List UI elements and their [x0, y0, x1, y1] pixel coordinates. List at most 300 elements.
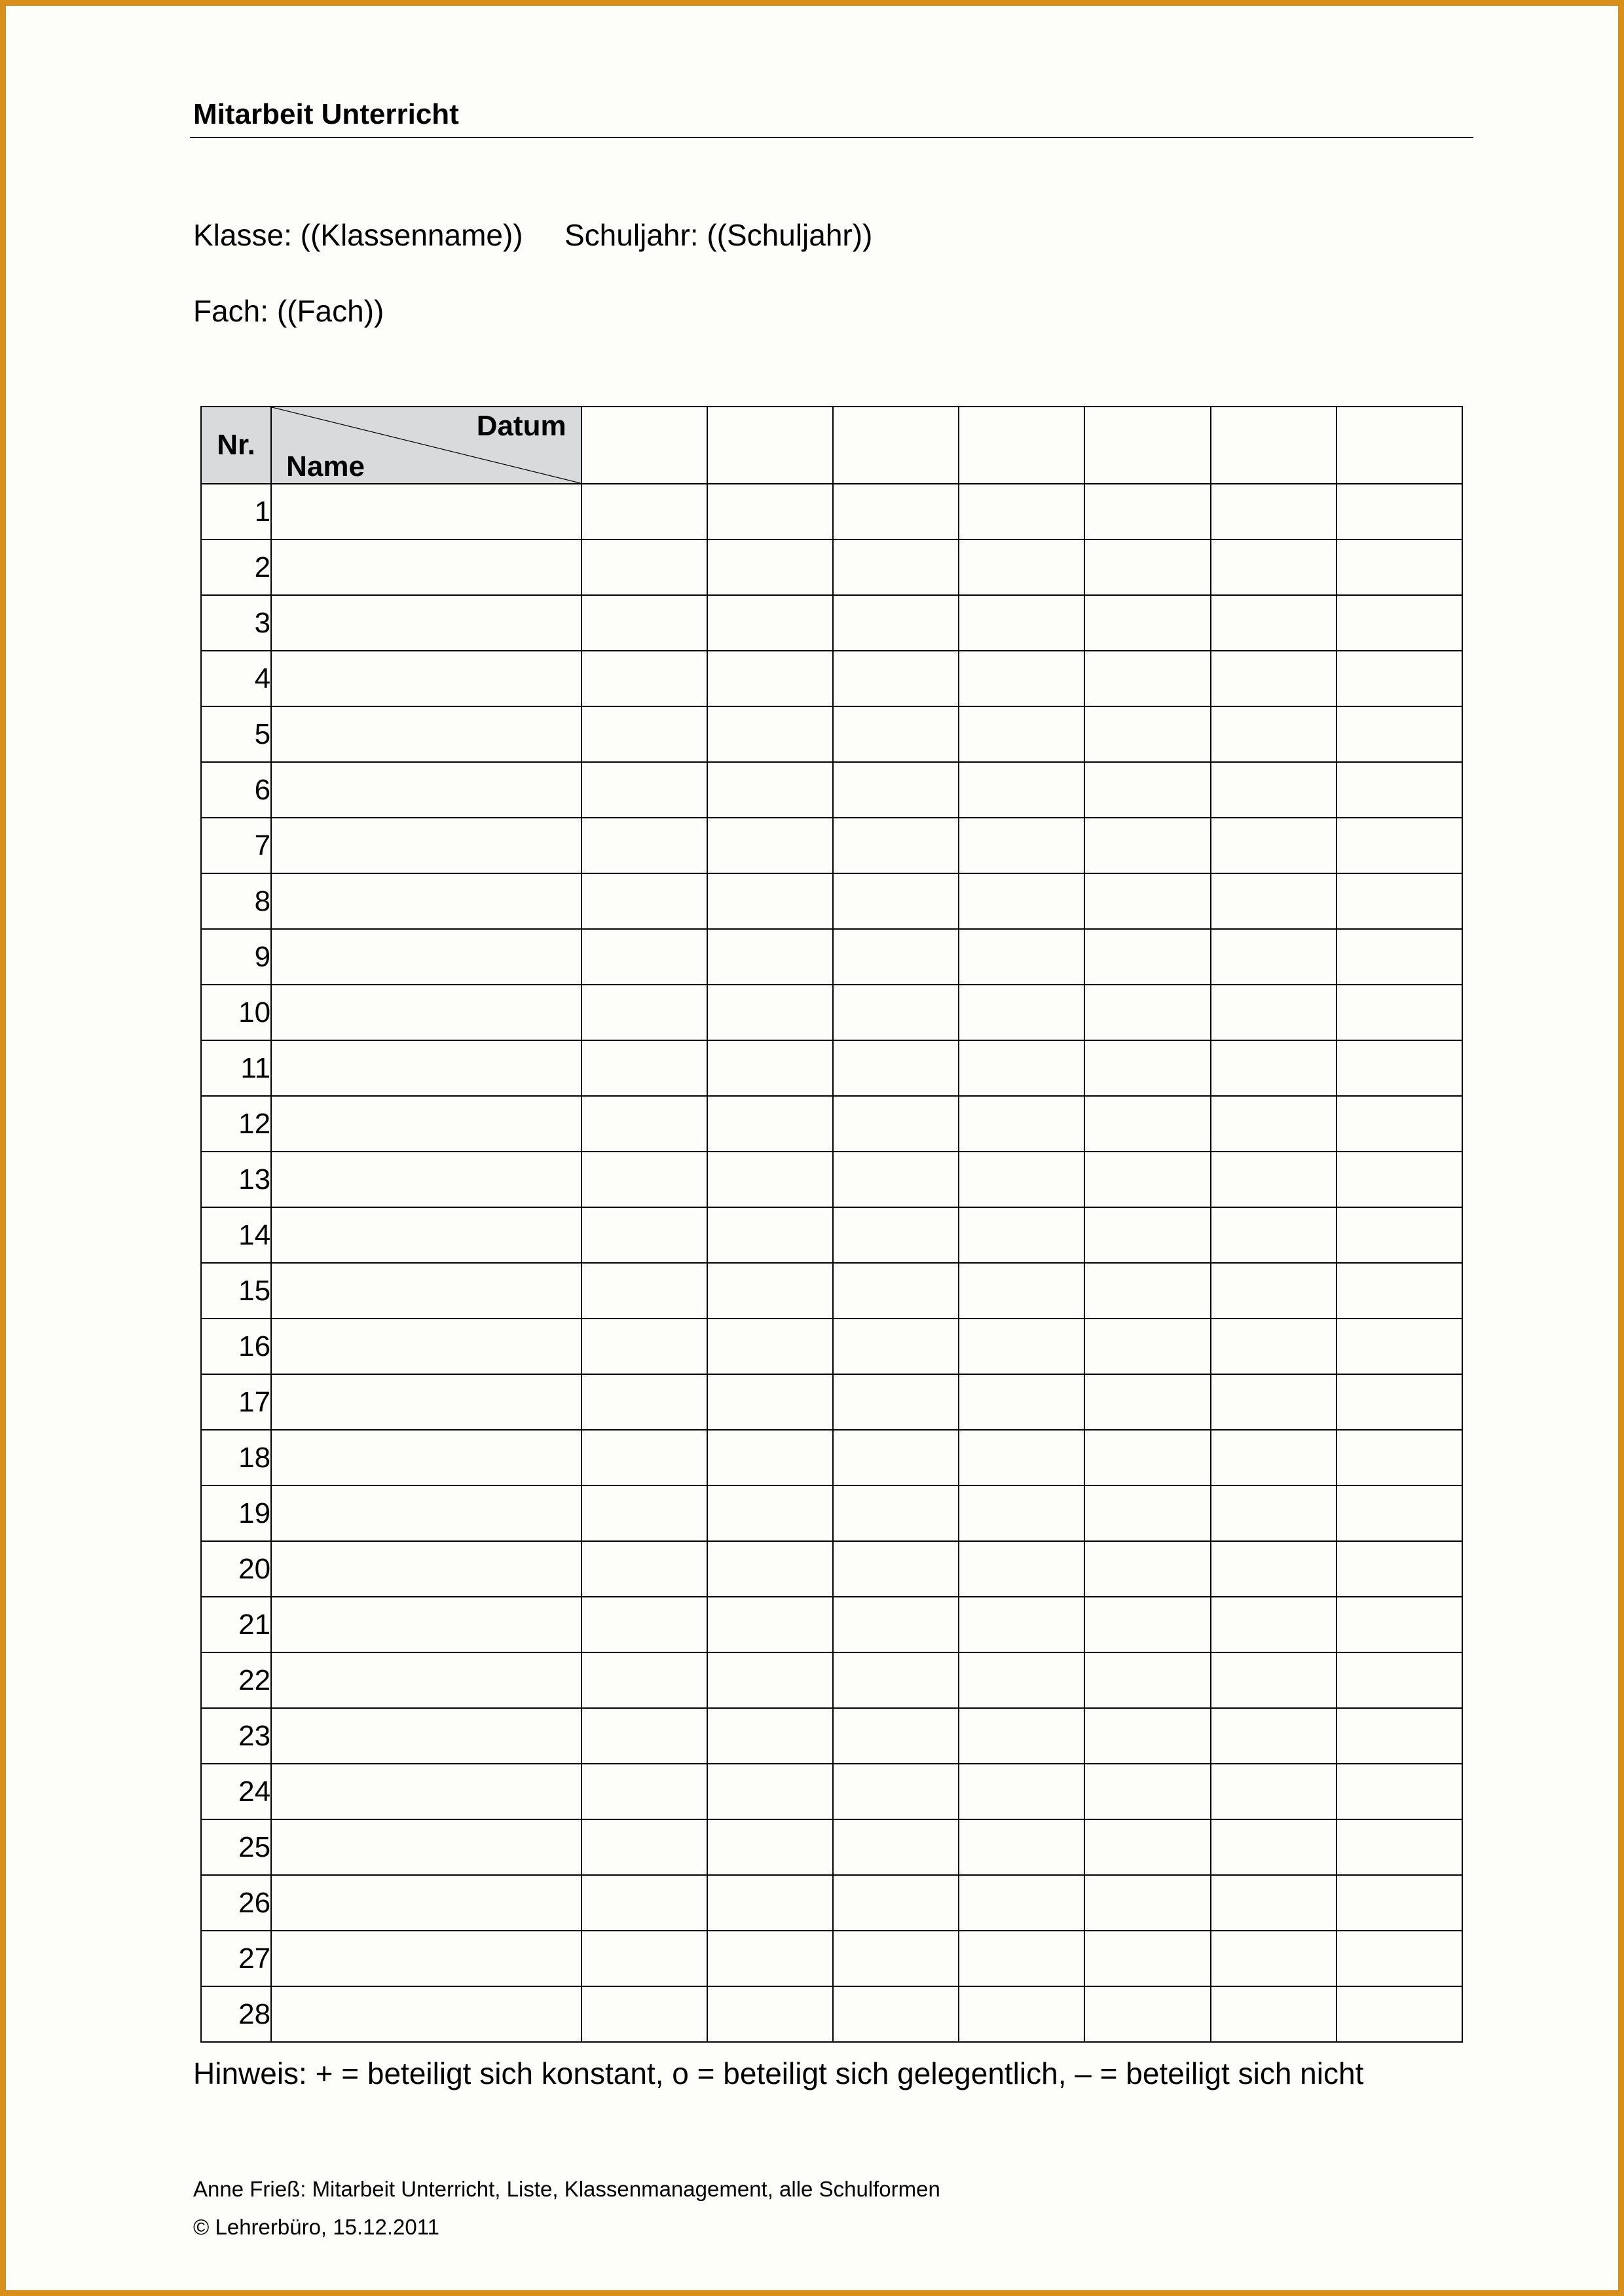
row-number: 26 [201, 1875, 271, 1931]
mark-cell[interactable] [1084, 651, 1210, 706]
mark-cell[interactable] [1337, 1374, 1462, 1430]
mark-cell[interactable] [707, 873, 833, 929]
row-number: 10 [201, 985, 271, 1040]
mark-cell[interactable] [959, 1207, 1084, 1263]
mark-cell[interactable] [959, 1652, 1084, 1708]
mark-cell[interactable] [1337, 1597, 1462, 1652]
date-column-header[interactable] [1211, 407, 1337, 484]
mark-cell[interactable] [1211, 1485, 1337, 1541]
mark-cell[interactable] [959, 1708, 1084, 1764]
mark-cell[interactable] [1211, 1207, 1337, 1263]
name-cell[interactable] [271, 1597, 581, 1652]
mark-cell[interactable] [1211, 1986, 1337, 2042]
mark-cell[interactable] [707, 1875, 833, 1931]
mark-cell[interactable] [581, 762, 707, 818]
mark-cell[interactable] [707, 651, 833, 706]
mark-cell[interactable] [959, 484, 1084, 539]
row-number: 5 [201, 706, 271, 762]
mark-cell[interactable] [1211, 818, 1337, 873]
mark-cell[interactable] [581, 1597, 707, 1652]
mark-cell[interactable] [1084, 595, 1210, 651]
table-row [201, 1986, 1462, 2042]
mark-cell[interactable] [581, 929, 707, 985]
mark-cell[interactable] [1084, 1207, 1210, 1263]
mark-cell[interactable] [959, 1319, 1084, 1374]
legend-hint: Hinweis: + = beteiligt sich konstant, o = beteiligt sich gelegentlich, – = beteiligt sich nicht [193, 2056, 1364, 2090]
mark-cell[interactable] [581, 1152, 707, 1207]
mark-cell[interactable] [1337, 1764, 1462, 1819]
name-cell[interactable] [271, 1040, 581, 1096]
mark-cell[interactable] [833, 1708, 959, 1764]
mark-cell[interactable] [1084, 1374, 1210, 1430]
mark-cell[interactable] [1337, 651, 1462, 706]
mark-cell[interactable] [833, 929, 959, 985]
row-number: 21 [201, 1597, 271, 1652]
mark-cell[interactable] [581, 1875, 707, 1931]
mark-cell[interactable] [959, 1430, 1084, 1485]
table-row [201, 1541, 1462, 1597]
mark-cell[interactable] [581, 595, 707, 651]
mark-cell[interactable] [1211, 1096, 1337, 1152]
table-row [201, 1040, 1462, 1096]
mark-cell[interactable] [581, 1764, 707, 1819]
row-number: 3 [201, 595, 271, 651]
name-cell[interactable] [271, 929, 581, 985]
mark-cell[interactable] [707, 1652, 833, 1708]
mark-cell[interactable] [707, 1764, 833, 1819]
mark-cell[interactable] [1337, 929, 1462, 985]
name-cell[interactable] [271, 595, 581, 651]
mark-cell[interactable] [833, 1597, 959, 1652]
name-cell[interactable] [271, 1430, 581, 1485]
name-cell[interactable] [271, 762, 581, 818]
row-number: 19 [201, 1485, 271, 1541]
mark-cell[interactable] [1337, 1875, 1462, 1931]
mark-cell[interactable] [707, 1708, 833, 1764]
table-row [201, 1875, 1462, 1931]
mark-cell[interactable] [1337, 539, 1462, 595]
table-row [201, 762, 1462, 818]
name-cell[interactable] [271, 1485, 581, 1541]
mark-cell[interactable] [707, 1096, 833, 1152]
mark-cell[interactable] [1084, 929, 1210, 985]
mark-cell[interactable] [833, 1374, 959, 1430]
mark-cell[interactable] [833, 1931, 959, 1986]
mark-cell[interactable] [1211, 762, 1337, 818]
mark-cell[interactable] [707, 1597, 833, 1652]
mark-cell[interactable] [581, 1708, 707, 1764]
mark-cell[interactable] [959, 539, 1084, 595]
mark-cell[interactable] [1337, 595, 1462, 651]
table-row [201, 1652, 1462, 1708]
mark-cell[interactable] [1211, 929, 1337, 985]
mark-cell[interactable] [1084, 1652, 1210, 1708]
mark-cell[interactable] [1084, 1986, 1210, 2042]
mark-cell[interactable] [833, 539, 959, 595]
mark-cell[interactable] [1084, 1819, 1210, 1875]
mark-cell[interactable] [833, 762, 959, 818]
mark-cell[interactable] [581, 818, 707, 873]
name-cell[interactable] [271, 1207, 581, 1263]
mark-cell[interactable] [1337, 1207, 1462, 1263]
document-title: Mitarbeit Unterricht [193, 98, 459, 130]
table-body [201, 484, 1462, 2042]
date-column-header[interactable] [1084, 407, 1210, 484]
mark-cell[interactable] [959, 1374, 1084, 1430]
name-cell[interactable] [271, 985, 581, 1040]
table-row [201, 1485, 1462, 1541]
mark-cell[interactable] [1084, 818, 1210, 873]
mark-cell[interactable] [833, 1207, 959, 1263]
mark-cell[interactable] [707, 929, 833, 985]
name-cell[interactable] [271, 873, 581, 929]
mark-cell[interactable] [581, 985, 707, 1040]
date-column-header[interactable] [1337, 407, 1462, 484]
mark-cell[interactable] [707, 1485, 833, 1541]
mark-cell[interactable] [581, 1207, 707, 1263]
mark-cell[interactable] [1084, 1430, 1210, 1485]
table-row [201, 706, 1462, 762]
mark-cell[interactable] [959, 1597, 1084, 1652]
mark-cell[interactable] [1337, 1263, 1462, 1319]
mark-cell[interactable] [1084, 985, 1210, 1040]
mark-cell[interactable] [833, 1764, 959, 1819]
mark-cell[interactable] [1337, 1986, 1462, 2042]
mark-cell[interactable] [833, 818, 959, 873]
mark-cell[interactable] [959, 762, 1084, 818]
row-number: 22 [201, 1652, 271, 1708]
name-cell[interactable] [271, 1708, 581, 1764]
mark-cell[interactable] [959, 1152, 1084, 1207]
name-cell[interactable] [271, 1096, 581, 1152]
mark-cell[interactable] [581, 1263, 707, 1319]
mark-cell[interactable] [1211, 1652, 1337, 1708]
name-cell[interactable] [271, 484, 581, 539]
mark-cell[interactable] [1337, 1541, 1462, 1597]
row-number: 24 [201, 1764, 271, 1819]
mark-cell[interactable] [1337, 1708, 1462, 1764]
name-datum-header [271, 407, 581, 484]
mark-cell[interactable] [833, 1875, 959, 1931]
name-cell[interactable] [271, 1875, 581, 1931]
table-row [201, 1374, 1462, 1430]
mark-cell[interactable] [1084, 1541, 1210, 1597]
mark-cell[interactable] [1211, 706, 1337, 762]
mark-cell[interactable] [833, 1096, 959, 1152]
mark-cell[interactable] [1084, 873, 1210, 929]
mark-cell[interactable] [707, 1541, 833, 1597]
mark-cell[interactable] [959, 985, 1084, 1040]
mark-cell[interactable] [959, 1819, 1084, 1875]
mark-cell[interactable] [1337, 1096, 1462, 1152]
mark-cell[interactable] [707, 1374, 833, 1430]
table-row [201, 985, 1462, 1040]
table-row [201, 1152, 1462, 1207]
row-number: 2 [201, 539, 271, 595]
mark-cell[interactable] [959, 1541, 1084, 1597]
mark-cell[interactable] [959, 595, 1084, 651]
date-column-header[interactable] [833, 407, 959, 484]
table-row [201, 1931, 1462, 1986]
mark-cell[interactable] [707, 1430, 833, 1485]
mark-cell[interactable] [1211, 539, 1337, 595]
mark-cell[interactable] [1337, 1931, 1462, 1986]
row-number: 25 [201, 1819, 271, 1875]
mark-cell[interactable] [1211, 1541, 1337, 1597]
mark-cell[interactable] [581, 651, 707, 706]
mark-cell[interactable] [959, 1875, 1084, 1931]
mark-cell[interactable] [1337, 762, 1462, 818]
row-number: 1 [201, 484, 271, 539]
mark-cell[interactable] [581, 1374, 707, 1430]
name-cell[interactable] [271, 1152, 581, 1207]
mark-cell[interactable] [1084, 484, 1210, 539]
mark-cell[interactable] [581, 539, 707, 595]
table-header-row [201, 407, 1462, 484]
table-row [201, 651, 1462, 706]
mark-cell[interactable] [959, 1986, 1084, 2042]
klasse-field: Klasse: ((Klassenname)) [193, 218, 523, 252]
mark-cell[interactable] [833, 1152, 959, 1207]
table-row [201, 818, 1462, 873]
name-cell[interactable] [271, 1652, 581, 1708]
mark-cell[interactable] [581, 1652, 707, 1708]
table-row [201, 1819, 1462, 1875]
mark-cell[interactable] [707, 1040, 833, 1096]
footer-copyright: © Lehrerbüro, 15.12.2011 [193, 2215, 439, 2239]
row-number: 15 [201, 1263, 271, 1319]
mark-cell[interactable] [833, 1986, 959, 2042]
table-row [201, 1263, 1462, 1319]
mark-cell[interactable] [1211, 1708, 1337, 1764]
table-row [201, 484, 1462, 539]
table-row [201, 1708, 1462, 1764]
mark-cell[interactable] [1211, 1040, 1337, 1096]
name-cell[interactable] [271, 1263, 581, 1319]
mark-cell[interactable] [1211, 1875, 1337, 1931]
mark-cell[interactable] [833, 1819, 959, 1875]
mark-cell[interactable] [1211, 1597, 1337, 1652]
mark-cell[interactable] [581, 706, 707, 762]
mark-cell[interactable] [1337, 1430, 1462, 1485]
mark-cell[interactable] [707, 595, 833, 651]
mark-cell[interactable] [1211, 985, 1337, 1040]
row-number: 16 [201, 1319, 271, 1374]
mark-cell[interactable] [1337, 985, 1462, 1040]
mark-cell[interactable] [581, 1040, 707, 1096]
mark-cell[interactable] [581, 1319, 707, 1374]
date-column-header[interactable] [707, 407, 833, 484]
name-cell[interactable] [271, 1764, 581, 1819]
row-number: 20 [201, 1541, 271, 1597]
mark-cell[interactable] [833, 1040, 959, 1096]
mark-cell[interactable] [1337, 1652, 1462, 1708]
mark-cell[interactable] [1337, 1485, 1462, 1541]
mark-cell[interactable] [1084, 1096, 1210, 1152]
row-number: 23 [201, 1708, 271, 1764]
name-cell[interactable] [271, 651, 581, 706]
mark-cell[interactable] [1211, 484, 1337, 539]
mark-cell[interactable] [1211, 1931, 1337, 1986]
mark-cell[interactable] [707, 762, 833, 818]
name-header-label: Name [286, 450, 365, 483]
nr-column-header: Nr. [201, 407, 271, 484]
mark-cell[interactable] [581, 1096, 707, 1152]
row-number: 27 [201, 1931, 271, 1986]
mark-cell[interactable] [1211, 873, 1337, 929]
date-column-header[interactable] [959, 407, 1084, 484]
name-cell[interactable] [271, 818, 581, 873]
table-row [201, 1096, 1462, 1152]
mark-cell[interactable] [1211, 651, 1337, 706]
mark-cell[interactable] [1084, 762, 1210, 818]
mark-cell[interactable] [833, 595, 959, 651]
mark-cell[interactable] [959, 1485, 1084, 1541]
mark-cell[interactable] [707, 1207, 833, 1263]
name-cell[interactable] [271, 539, 581, 595]
mark-cell[interactable] [1337, 1819, 1462, 1875]
mark-cell[interactable] [959, 929, 1084, 985]
mark-cell[interactable] [1084, 1708, 1210, 1764]
mark-cell[interactable] [1084, 706, 1210, 762]
mark-cell[interactable] [833, 985, 959, 1040]
table-row [201, 873, 1462, 929]
mark-cell[interactable] [1337, 1319, 1462, 1374]
mark-cell[interactable] [959, 873, 1084, 929]
name-cell[interactable] [271, 1374, 581, 1430]
mark-cell[interactable] [581, 1485, 707, 1541]
schuljahr-field: Schuljahr: ((Schuljahr)) [564, 218, 873, 252]
row-number: 7 [201, 818, 271, 873]
mark-cell[interactable] [1084, 1931, 1210, 1986]
name-cell[interactable] [271, 1931, 581, 1986]
mark-cell[interactable] [707, 539, 833, 595]
mark-cell[interactable] [1337, 706, 1462, 762]
mark-cell[interactable] [959, 706, 1084, 762]
mark-cell[interactable] [833, 1485, 959, 1541]
mark-cell[interactable] [707, 706, 833, 762]
table-row [201, 1319, 1462, 1374]
table-row [201, 1207, 1462, 1263]
mark-cell[interactable] [833, 484, 959, 539]
mark-cell[interactable] [833, 1541, 959, 1597]
table-row [201, 1597, 1462, 1652]
table-row [201, 1764, 1462, 1819]
mark-cell[interactable] [1084, 1485, 1210, 1541]
mark-cell[interactable] [833, 873, 959, 929]
mark-cell[interactable] [707, 818, 833, 873]
table-row [201, 539, 1462, 595]
mark-cell[interactable] [581, 1931, 707, 1986]
mark-cell[interactable] [1337, 484, 1462, 539]
mark-cell[interactable] [959, 651, 1084, 706]
fach-field: Fach: ((Fach)) [193, 294, 384, 328]
mark-cell[interactable] [1211, 1430, 1337, 1485]
mark-cell[interactable] [833, 1652, 959, 1708]
mark-cell[interactable] [707, 1819, 833, 1875]
mark-cell[interactable] [581, 484, 707, 539]
name-cell[interactable] [271, 1319, 581, 1374]
mark-cell[interactable] [581, 1430, 707, 1485]
row-number: 4 [201, 651, 271, 706]
mark-cell[interactable] [1337, 1040, 1462, 1096]
row-number: 12 [201, 1096, 271, 1152]
mark-cell[interactable] [707, 1319, 833, 1374]
mark-cell[interactable] [959, 1764, 1084, 1819]
mark-cell[interactable] [959, 1263, 1084, 1319]
footer-source: Anne Frieß: Mitarbeit Unterricht, Liste, Klassenmanagement, alle Schulformen [193, 2177, 940, 2201]
mark-cell[interactable] [1084, 1263, 1210, 1319]
title-divider [190, 137, 1473, 138]
mark-cell[interactable] [1211, 1819, 1337, 1875]
row-number: 6 [201, 762, 271, 818]
mark-cell[interactable] [959, 1096, 1084, 1152]
mark-cell[interactable] [581, 1819, 707, 1875]
mark-cell[interactable] [1084, 1152, 1210, 1207]
mark-cell[interactable] [707, 1152, 833, 1207]
name-cell[interactable] [271, 706, 581, 762]
mark-cell[interactable] [833, 706, 959, 762]
mark-cell[interactable] [1084, 1040, 1210, 1096]
mark-cell[interactable] [1211, 1764, 1337, 1819]
row-number: 18 [201, 1430, 271, 1485]
table-row [201, 595, 1462, 651]
mark-cell[interactable] [1211, 1263, 1337, 1319]
mark-cell[interactable] [1337, 873, 1462, 929]
row-number: 14 [201, 1207, 271, 1263]
mark-cell[interactable] [1084, 1764, 1210, 1819]
datum-header-label: Datum [476, 410, 566, 442]
row-number: 9 [201, 929, 271, 985]
row-number: 8 [201, 873, 271, 929]
mark-cell[interactable] [581, 1986, 707, 2042]
mark-cell[interactable] [833, 1263, 959, 1319]
table-row [201, 929, 1462, 985]
mark-cell[interactable] [707, 484, 833, 539]
mark-cell[interactable] [1084, 1875, 1210, 1931]
mark-cell[interactable] [959, 818, 1084, 873]
mark-cell[interactable] [707, 985, 833, 1040]
mark-cell[interactable] [1211, 1152, 1337, 1207]
date-column-header[interactable] [581, 407, 707, 484]
row-number: 28 [201, 1986, 271, 2042]
mark-cell[interactable] [707, 1931, 833, 1986]
mark-cell[interactable] [581, 873, 707, 929]
mark-cell[interactable] [959, 1040, 1084, 1096]
mark-cell[interactable] [707, 1986, 833, 2042]
mark-cell[interactable] [1337, 1152, 1462, 1207]
mark-cell[interactable] [1211, 1319, 1337, 1374]
mark-cell[interactable] [1211, 595, 1337, 651]
mark-cell[interactable] [833, 1319, 959, 1374]
name-cell[interactable] [271, 1986, 581, 2042]
mark-cell[interactable] [1337, 818, 1462, 873]
mark-cell[interactable] [1084, 539, 1210, 595]
mark-cell[interactable] [707, 1263, 833, 1319]
row-number: 13 [201, 1152, 271, 1207]
participation-table [200, 406, 1463, 2043]
mark-cell[interactable] [959, 1931, 1084, 1986]
mark-cell[interactable] [1084, 1319, 1210, 1374]
mark-cell[interactable] [833, 651, 959, 706]
mark-cell[interactable] [1211, 1374, 1337, 1430]
name-cell[interactable] [271, 1819, 581, 1875]
name-cell[interactable] [271, 1541, 581, 1597]
mark-cell[interactable] [833, 1430, 959, 1485]
mark-cell[interactable] [581, 1541, 707, 1597]
mark-cell[interactable] [1084, 1597, 1210, 1652]
row-number: 17 [201, 1374, 271, 1430]
